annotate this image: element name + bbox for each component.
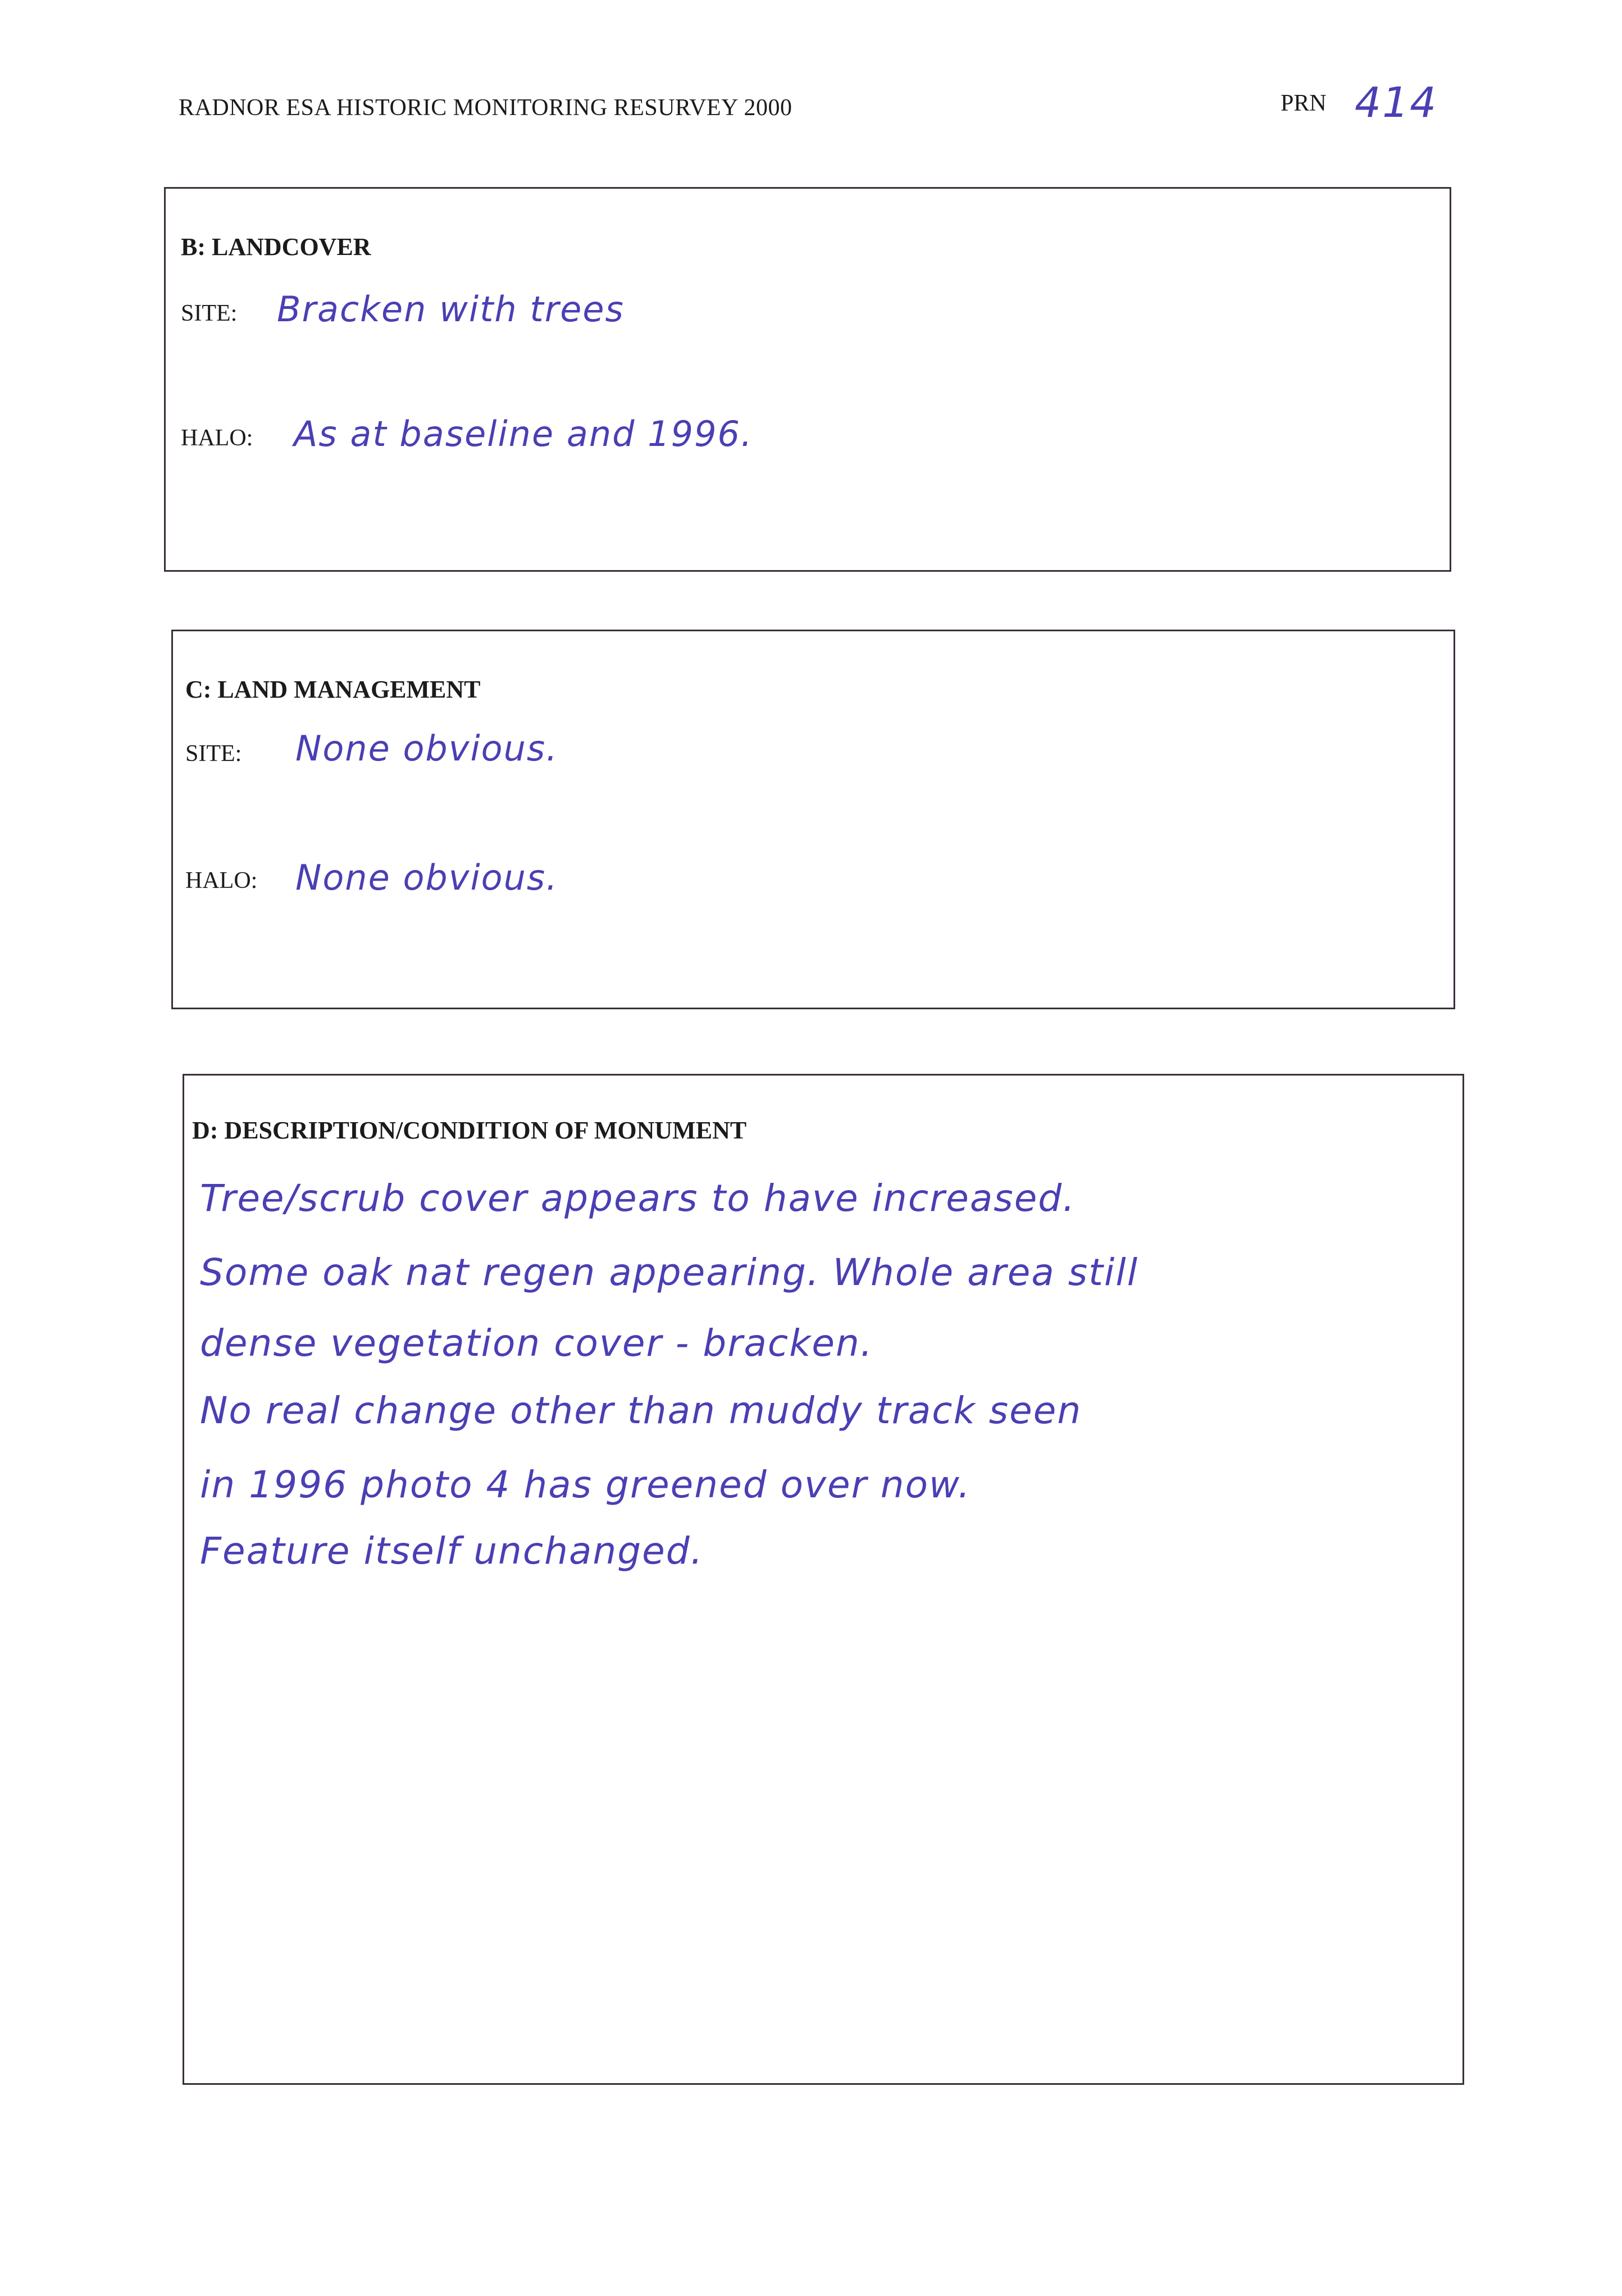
prn-label: PRN bbox=[1281, 90, 1327, 116]
landcover-site-label: SITE: bbox=[181, 300, 238, 326]
description-line: No real change other than muddy track seen bbox=[200, 1389, 1082, 1432]
land-management-site-label: SITE: bbox=[185, 741, 242, 767]
land-management-halo-label: HALO: bbox=[185, 868, 258, 894]
description-line: Feature itself unchanged. bbox=[200, 1529, 704, 1573]
description-line: Tree/scrub cover appears to have increased. bbox=[200, 1177, 1076, 1220]
landcover-site-value: Bracken with trees bbox=[277, 289, 625, 330]
landcover-title: B: LANDCOVER bbox=[181, 233, 371, 261]
land-management-halo-value: None obvious. bbox=[295, 857, 558, 898]
land-management-title: C: LAND MANAGEMENT bbox=[185, 676, 481, 703]
landcover-halo-value: As at baseline and 1996. bbox=[294, 413, 753, 454]
description-section bbox=[183, 1074, 1464, 2085]
description-line: dense vegetation cover - bracken. bbox=[200, 1322, 873, 1365]
prn-value: 414 bbox=[1355, 79, 1438, 127]
description-title: D: DESCRIPTION/CONDITION OF MONUMENT bbox=[192, 1117, 747, 1144]
land-management-section bbox=[171, 630, 1455, 1009]
description-line: Some oak nat regen appearing. Whole area still bbox=[200, 1251, 1139, 1294]
form-header-title: RADNOR ESA HISTORIC MONITORING RESURVEY 2000 bbox=[179, 95, 792, 121]
landcover-halo-label: HALO: bbox=[181, 425, 253, 451]
landcover-section bbox=[164, 187, 1451, 572]
description-line: in 1996 photo 4 has greened over now. bbox=[200, 1463, 971, 1506]
land-management-site-value: None obvious. bbox=[295, 728, 558, 769]
